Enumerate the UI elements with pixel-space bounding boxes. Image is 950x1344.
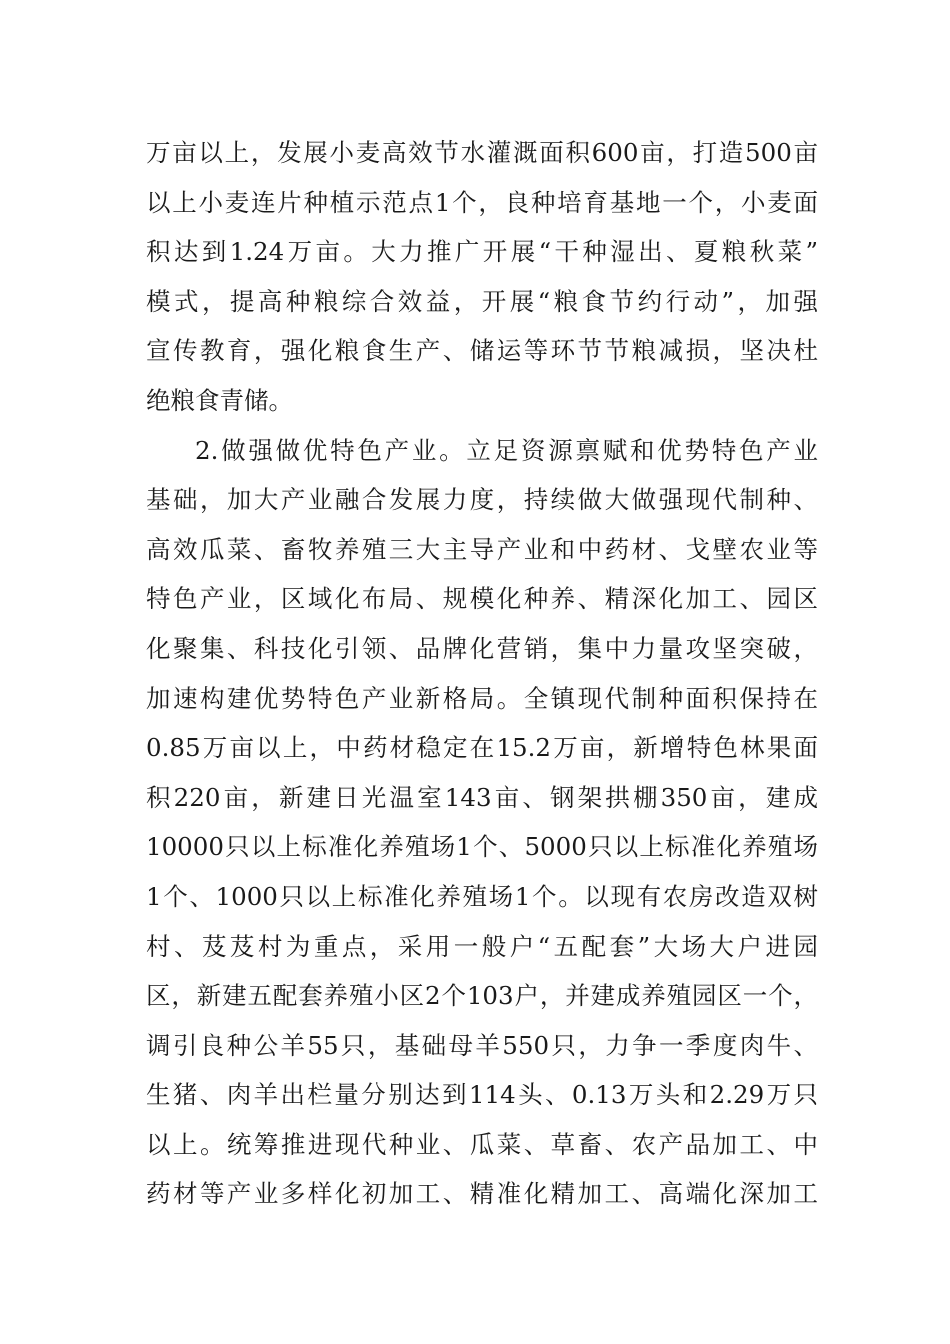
- text-line: 加速构建优势特色产业新格局。全镇现代制种面积保持在: [146, 683, 818, 713]
- text-line: 0.85万亩以上，中药材稳定在15.2万亩，新增特色林果面: [146, 733, 818, 763]
- text-line: 1个、1000只以上标准化养殖场1个。以现有农房改造双树: [146, 881, 818, 911]
- text-line: 10000只以上标准化养殖场1个、5000只以上标准化养殖场: [146, 832, 818, 862]
- text-line: 宣传教育，强化粮食生产、储运等环节节粮减损，坚决杜: [146, 336, 818, 366]
- text-line: 区，新建五配套养殖小区2个103户，并建成养殖园区一个，: [146, 981, 818, 1011]
- text-line: 药材等产业多样化初加工、精准化精加工、高端化深加工: [146, 1179, 818, 1209]
- text-line: 生猪、肉羊出栏量分别达到114头、0.13万头和2.29万只: [146, 1080, 818, 1110]
- text-line: 2.做强做优特色产业。立足资源禀赋和优势特色产业: [195, 435, 818, 465]
- text-line: 积达到1.24万亩。大力推广开展“干种湿出、夏粮秋菜”: [146, 237, 818, 267]
- text-line: 基础，加大产业融合发展力度，持续做大做强现代制种、: [146, 485, 818, 515]
- text-line: 特色产业，区域化布局、规模化种养、精深化加工、园区: [146, 584, 818, 614]
- text-line: 村、芨芨村为重点，采用一般户“五配套”大场大户进园: [146, 931, 818, 961]
- text-line: 积220亩，新建日光温室143亩、钢架拱棚350亩，建成: [146, 782, 818, 812]
- body-text: [146, 128, 818, 1219]
- text-line: 高效瓜菜、畜牧养殖三大主导产业和中药材、戈壁农业等: [146, 534, 818, 564]
- text-line: 以上小麦连片种植示范点1个，良种培育基地一个，小麦面: [146, 187, 818, 217]
- paragraph-1: [146, 128, 818, 426]
- text-line: 绝粮食青储。: [146, 385, 293, 415]
- text-line: 以上。统筹推进现代种业、瓜菜、草畜、农产品加工、中: [146, 1129, 818, 1159]
- text-line: 化聚集、科技化引领、品牌化营销，集中力量攻坚突破，: [146, 633, 818, 663]
- paragraph-2: [146, 426, 818, 1220]
- text-line: 万亩以上，发展小麦高效节水灌溉面积600亩，打造500亩: [146, 138, 818, 167]
- text-line: 模式，提高种粮综合效益，开展“粮食节约行动”，加强: [146, 286, 818, 316]
- text-line: 调引良种公羊55只，基础母羊550只，力争一季度肉牛、: [146, 1030, 818, 1060]
